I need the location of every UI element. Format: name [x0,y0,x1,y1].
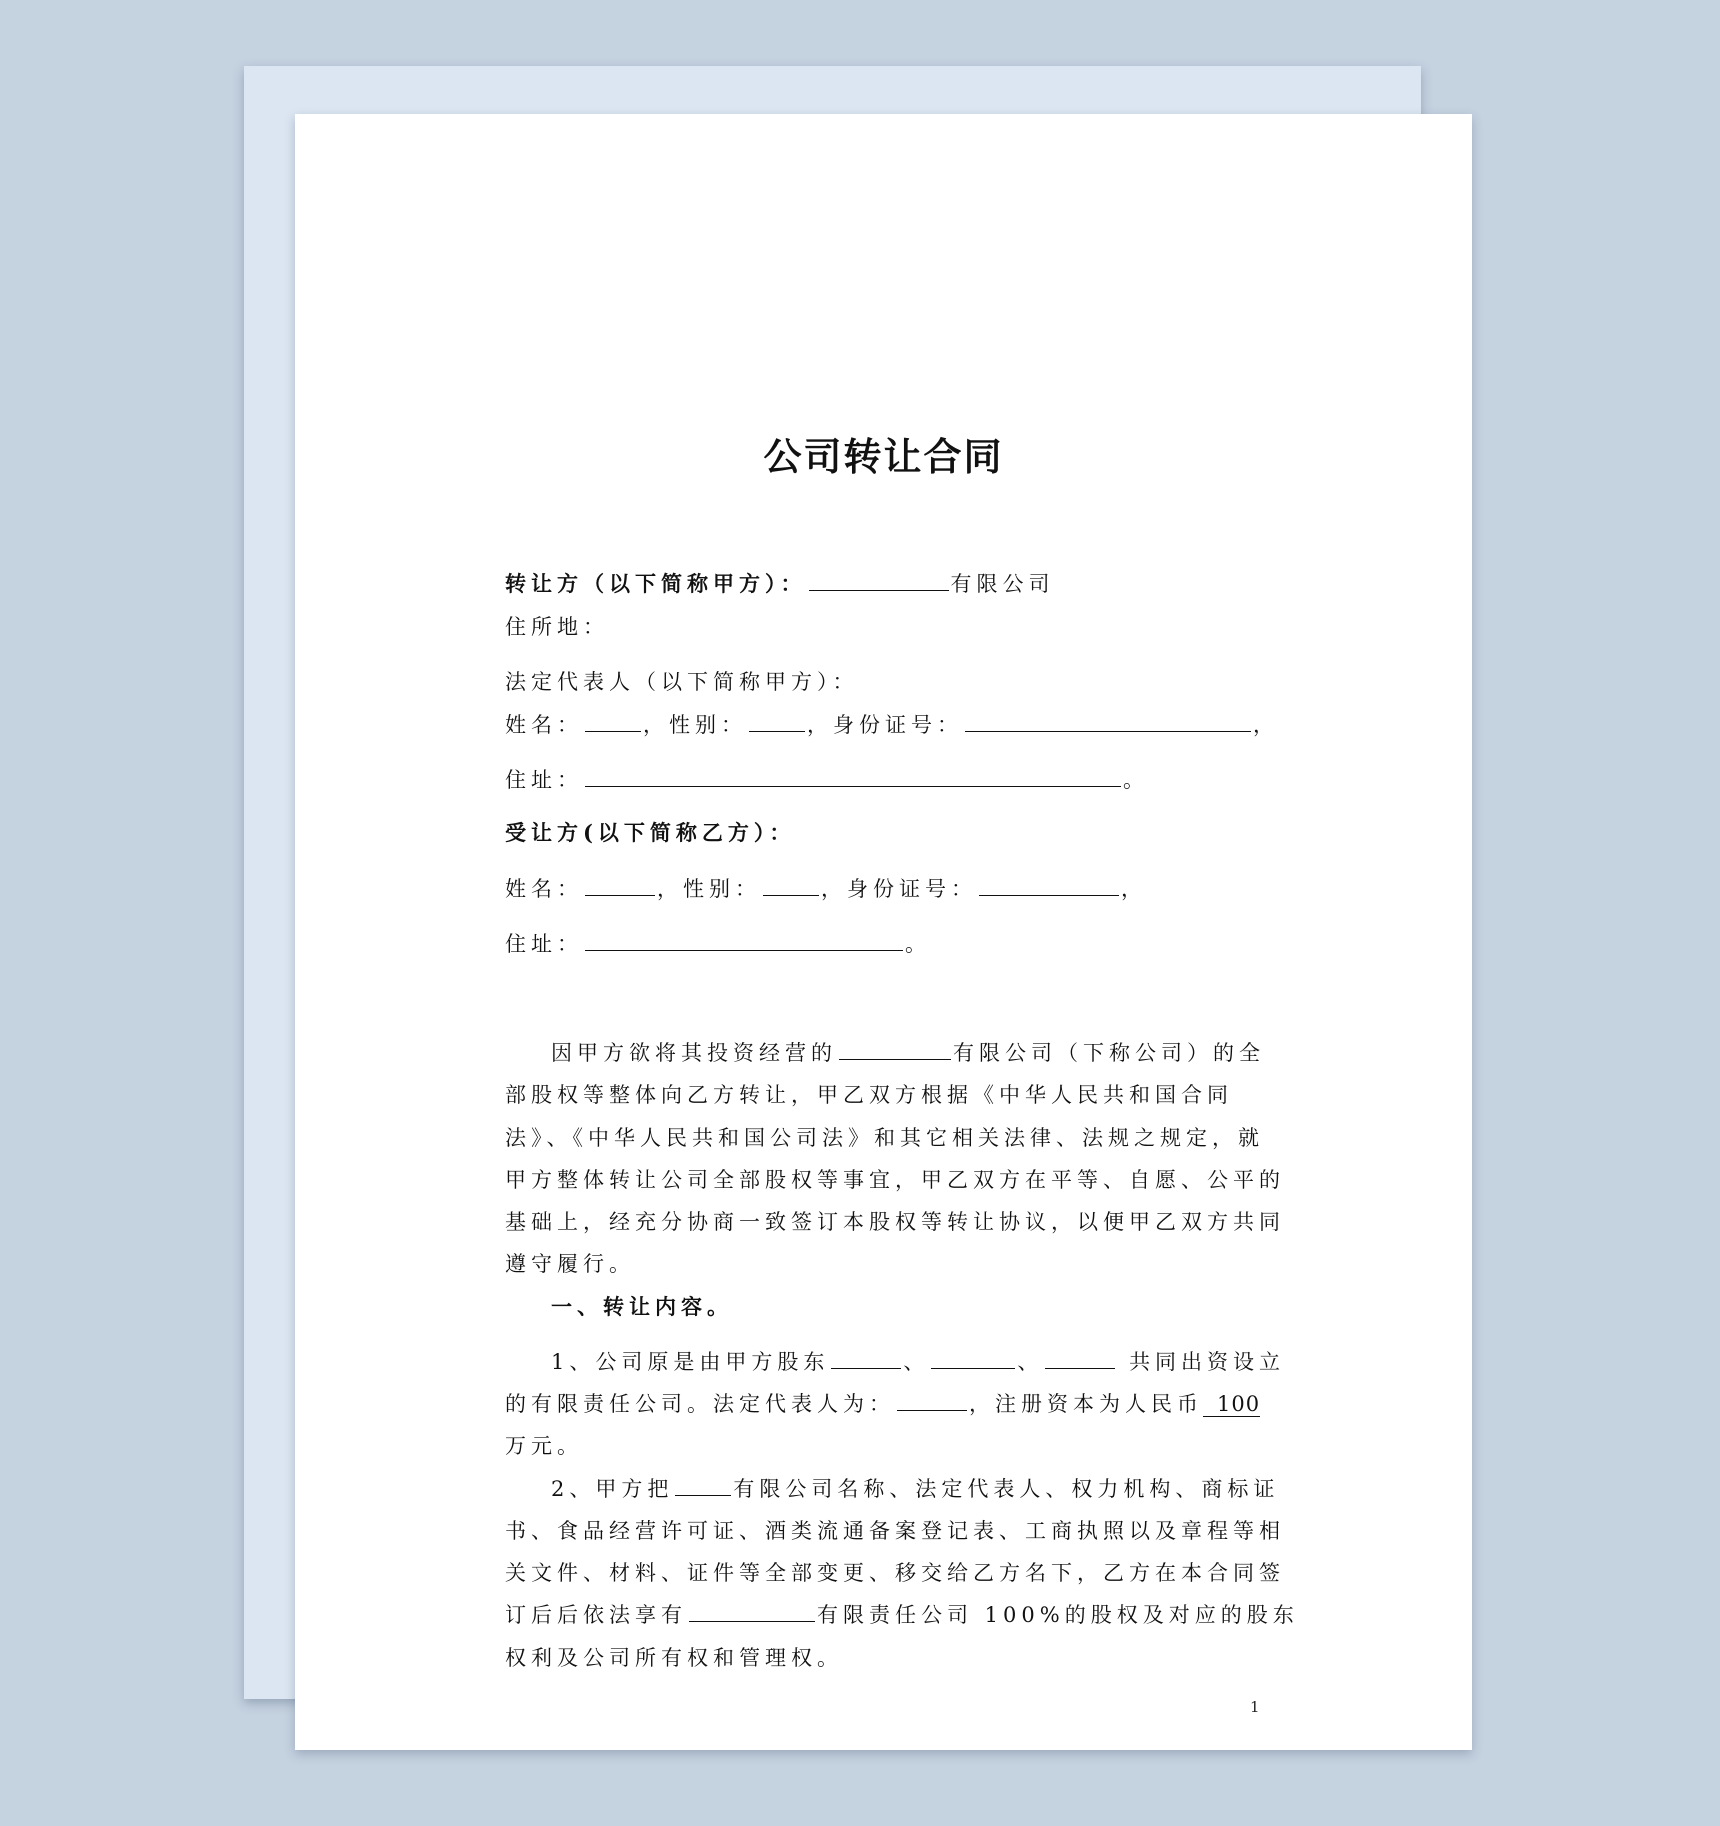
transferee-address-line: 住址： 。 [505,932,931,956]
preamble-line-5: 基础上，经充分协商一致签订本股权等转让协议，以便甲乙双方共同 [505,1210,1285,1234]
transferee-gender-blank[interactable] [763,875,819,896]
item-2-line-2: 书、食品经营许可证、酒类流通备案登记表、工商执照以及章程等相 [505,1519,1285,1543]
page-number: 1 [1250,1698,1260,1716]
shareholder-2-blank[interactable] [931,1348,1015,1369]
item-1-line-2: 的有限责任公司。法定代表人为： ，注册资本为人民币 100 [505,1392,1261,1416]
item-2-line-5: 权利及公司所有权和管理权。 [505,1646,843,1670]
legal-rep-address-blank[interactable] [585,766,1121,787]
preamble-line-3: 法》、《中华人民共和国公司法》和其它相关法律、法规之规定，就 [505,1126,1264,1150]
preamble-line-6: 遵守履行。 [505,1252,635,1276]
item-2-line-1: 2、甲方把 有限公司名称、法定代表人、权力机构、商标证 [551,1477,1280,1501]
legal-rep-info-line: 姓名： ，性别： ，身份证号： ， [505,713,1279,737]
item-1-line-3: 万元。 [505,1434,583,1458]
legal-rep-label: 法定代表人（以下简称甲方）： [505,670,859,694]
transferor-name-blank[interactable] [809,570,949,591]
legal-rep-address-line: 住址： 。 [505,768,1149,792]
item-2-company-blank[interactable] [675,1475,731,1496]
transferee-id-blank[interactable] [979,875,1119,896]
legal-representative-blank[interactable] [897,1390,967,1411]
transferor-line: 转让方（以下简称甲方）： 有限公司 [505,571,1055,596]
item-2-line-4: 订后后依法享有 有限责任公司 100%的股权及对应的股东 [505,1603,1299,1627]
legal-rep-name-blank[interactable] [585,711,641,732]
document-title: 公司转让合同 [763,435,1004,479]
transferee-name-blank[interactable] [585,875,655,896]
transferee-label: 受让方(以下简称乙方）： [505,820,796,845]
legal-rep-gender-blank[interactable] [749,711,805,732]
legal-rep-id-blank[interactable] [965,711,1251,732]
preamble-line-4: 甲方整体转让公司全部股权等事宜，甲乙双方在平等、自愿、公平的 [505,1168,1285,1192]
transferee-info-line: 姓名： ，性别： ，身份证号： ， [505,877,1147,901]
item-1-line-1: 1、公司原是由甲方股东 、 、 共同出资设立 [551,1350,1286,1374]
document-page [295,114,1472,1750]
preamble-line-1: 因甲方欲将其投资经营的 有限公司（下称公司）的全 [551,1041,1265,1065]
shareholder-3-blank[interactable] [1045,1348,1115,1369]
preamble-company-blank[interactable] [839,1039,951,1060]
residence-line: 住所地： [505,615,609,639]
shareholder-1-blank[interactable] [831,1348,901,1369]
transferee-address-blank[interactable] [585,930,903,951]
item-2-llc-blank[interactable] [689,1601,815,1622]
section-1-heading: 一、转让内容。 [551,1294,733,1319]
registered-capital-value: 100 [1203,1392,1260,1417]
preamble-line-2: 部股权等整体向乙方转让，甲乙双方根据《中华人民共和国合同 [505,1083,1233,1107]
item-2-line-3: 关文件、材料、证件等全部变更、移交给乙方名下，乙方在本合同签 [505,1561,1285,1585]
